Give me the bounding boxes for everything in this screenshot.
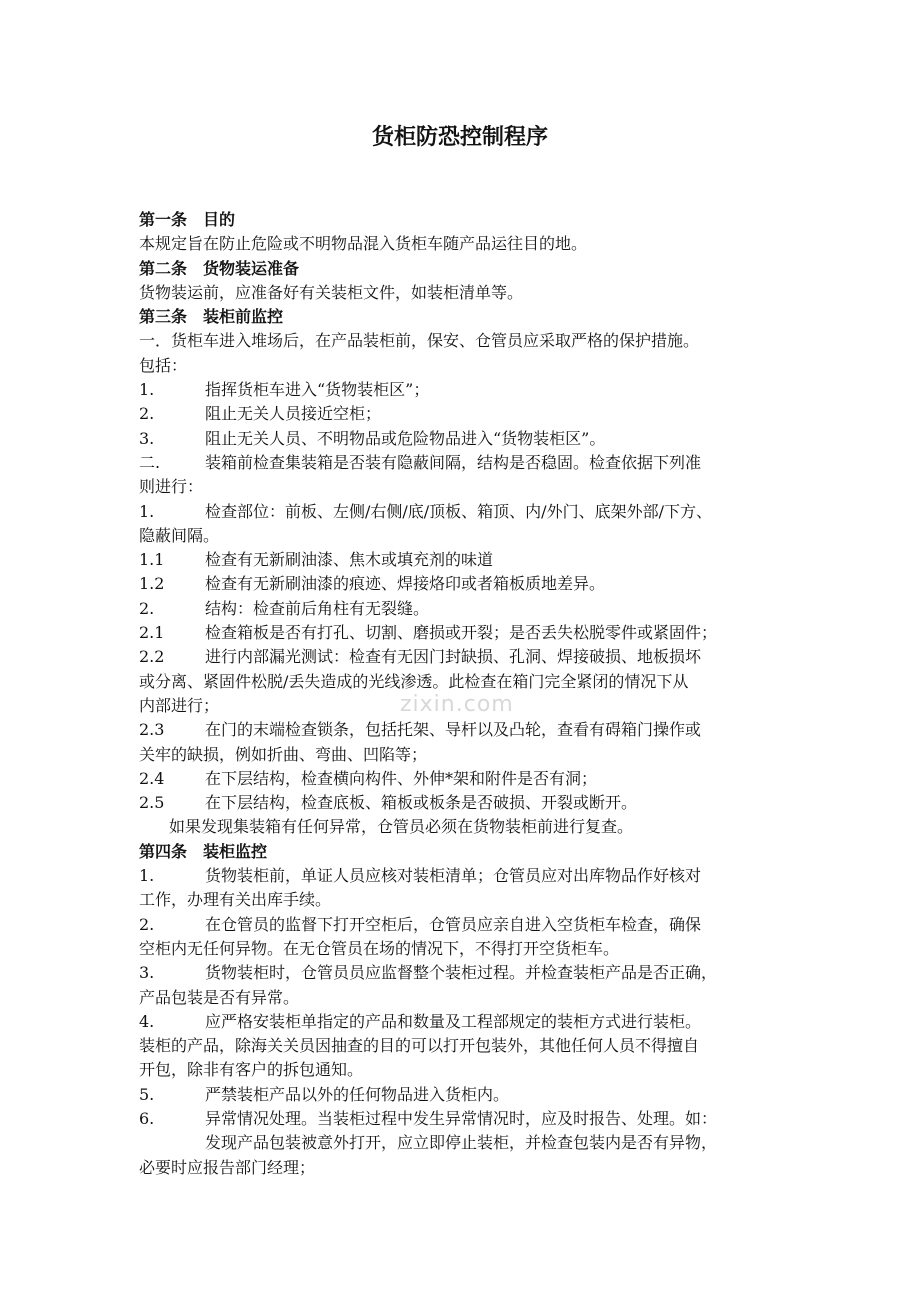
section-1-line-1: 一．货柜车进入堆场后，在产品装柜前，保安、仓管员应采取严格的保护措施。 — [139, 331, 700, 351]
item-text: 发现产品包装被意外打开，应立即停止装柜，并检查包装内是否有异物， — [205, 1133, 718, 1153]
list-item-continued: 隐蔽间隔。 — [139, 525, 220, 545]
list-item-continued: 产品包装是否有异常。 — [139, 987, 300, 1007]
list-item-continued: 或分离、紧固件松脱/丢失造成的光线渗透。此检查在箱门完全紧闭的情况下从 — [139, 671, 689, 691]
item-number: 2. — [139, 598, 155, 618]
list-item — [139, 767, 804, 791]
list-item — [139, 597, 804, 621]
item-number: 4. — [139, 1011, 155, 1031]
list-item-continued: 关牢的缺损，例如折曲、弯曲、凹陷等； — [139, 744, 428, 764]
list-item — [139, 427, 804, 451]
list-item — [139, 913, 804, 937]
list-item-continued: 空柜内无任何异物。在无仓管员在场的情况下，不得打开空货柜车。 — [139, 938, 620, 958]
item-number: 2.5 — [139, 793, 165, 813]
list-item — [139, 864, 804, 888]
item-number: 5. — [139, 1084, 155, 1104]
item-text: 在仓管员的监督下打开空柜后，仓管员应亲自进入空货柜车检查，确保 — [205, 914, 702, 934]
article-1-heading: 第一条 目的 — [139, 210, 236, 229]
item-number: 1. — [139, 501, 155, 521]
document-body — [139, 208, 804, 1180]
note-text: 如果发现集装箱有任何异常，仓管员必须在货物装柜前进行复查。 — [169, 817, 634, 837]
watermark: zixin.com — [400, 692, 514, 717]
list-item — [139, 718, 804, 742]
item-text: 检查部位：前板、左侧/右侧/底/顶板、箱顶、内/外门、底架外部/下方、 — [205, 501, 712, 521]
item-text: 检查有无新刷油漆、焦木或填充剂的味道 — [205, 550, 494, 570]
item-number: 1.2 — [139, 574, 165, 594]
item-number: 3. — [139, 963, 155, 983]
list-item — [139, 378, 804, 402]
list-item — [139, 1107, 804, 1131]
list-item-continued: 内部进行； — [139, 695, 220, 715]
article-2-heading: 第二条 货物装运准备 — [139, 258, 300, 278]
item-text: 在下层结构，检查横向构件、外伸*架和附件是否有洞； — [205, 768, 598, 788]
item-number: 2. — [139, 914, 155, 934]
article-3-heading: 第三条 装柜前监控 — [139, 307, 284, 327]
item-number: 1. — [139, 380, 155, 400]
item-text: 在下层结构，检查底板、箱板或板条是否破损、开裂或断开。 — [205, 793, 638, 813]
item-text: 指挥货柜车进入“货物装柜区”； — [205, 380, 430, 400]
item-number: 6. — [139, 1108, 155, 1128]
item-number: 1. — [139, 866, 155, 886]
list-item — [139, 500, 804, 524]
list-item-continued: 工作，办理有关出库手续。 — [139, 890, 332, 910]
item-number: 2.1 — [139, 623, 165, 643]
item-number: 3. — [139, 428, 155, 448]
section-1-line-2: 包括： — [139, 355, 188, 375]
item-text: 异常情况处理。当装柜过程中发生异常情况时，应及时报告、处理。如： — [205, 1108, 718, 1128]
list-item — [139, 1010, 804, 1034]
item-text: 严禁装柜产品以外的任何物品进入货柜内。 — [205, 1084, 510, 1104]
list-item-continued: 装柜的产品，除海关关员因抽查的目的可以打开包装外，其他任何人员不得擅自 — [139, 1036, 700, 1056]
item-text: 阻止无关人员、不明物品或危险物品进入“货物装柜区”。 — [205, 428, 606, 448]
item-text: 检查有无新刷油漆的痕迹、焊接烙印或者箱板质地差异。 — [205, 574, 606, 594]
check-note — [139, 815, 804, 839]
item-number: 2.3 — [139, 720, 165, 740]
item-text: 在门的末端检查锁条，包括托架、导杆以及凸轮，查看有碍箱门操作或 — [205, 720, 702, 740]
list-item — [139, 621, 804, 645]
list-item — [139, 791, 804, 815]
item-number: 二. — [139, 452, 161, 472]
list-item-continued: 必要时应报告部门经理； — [139, 1157, 316, 1177]
article-2-text: 货物装运前，应准备好有关装柜文件，如装柜清单等。 — [139, 282, 524, 302]
list-item — [139, 402, 804, 426]
list-item — [139, 1083, 804, 1107]
item-text: 应严格安装柜单指定的产品和数量及工程部规定的装柜方式进行装柜。 — [205, 1011, 702, 1031]
item-number: 2.4 — [139, 768, 165, 788]
item-text: 装箱前检查集装箱是否装有隐蔽间隔，结构是否稳固。检查依据下列准 — [205, 452, 702, 472]
item-number: 2.2 — [139, 647, 165, 667]
item-text: 进行内部漏光测试：检查有无因门封缺损、孔洞、焊接破损、地板损坏 — [205, 647, 702, 667]
item-number: 1.1 — [139, 550, 165, 570]
section-2-line-1 — [139, 451, 804, 475]
list-item — [139, 645, 804, 669]
sub-item — [139, 1131, 804, 1155]
article-1-text: 本规定旨在防止危险或不明物品混入货柜车随产品运往目的地。 — [139, 234, 588, 254]
section-2-line-2: 则进行： — [139, 477, 204, 497]
item-text: 阻止无关人员接近空柜； — [205, 404, 382, 424]
item-text: 货物装柜前，单证人员应核对装柜清单；仓管员应对出库物品作好核对 — [205, 866, 702, 886]
list-item — [139, 961, 804, 985]
document-title: 货柜防恐控制程序 — [371, 124, 548, 150]
item-number: 2. — [139, 404, 155, 424]
list-item-continued: 开包，除非有客户的拆包通知。 — [139, 1060, 364, 1080]
item-text: 货物装柜时，仓管员员应监督整个装柜过程。并检查装柜产品是否正确， — [205, 963, 718, 983]
list-item — [139, 572, 804, 596]
list-item — [139, 548, 804, 572]
article-4-heading: 第四条 装柜监控 — [139, 841, 268, 861]
item-text: 结构：检查前后角柱有无裂缝。 — [205, 598, 430, 618]
item-text: 检查箱板是否有打孔、切割、磨损或开裂；是否丢失松脱零件或紧固件； — [205, 623, 718, 643]
